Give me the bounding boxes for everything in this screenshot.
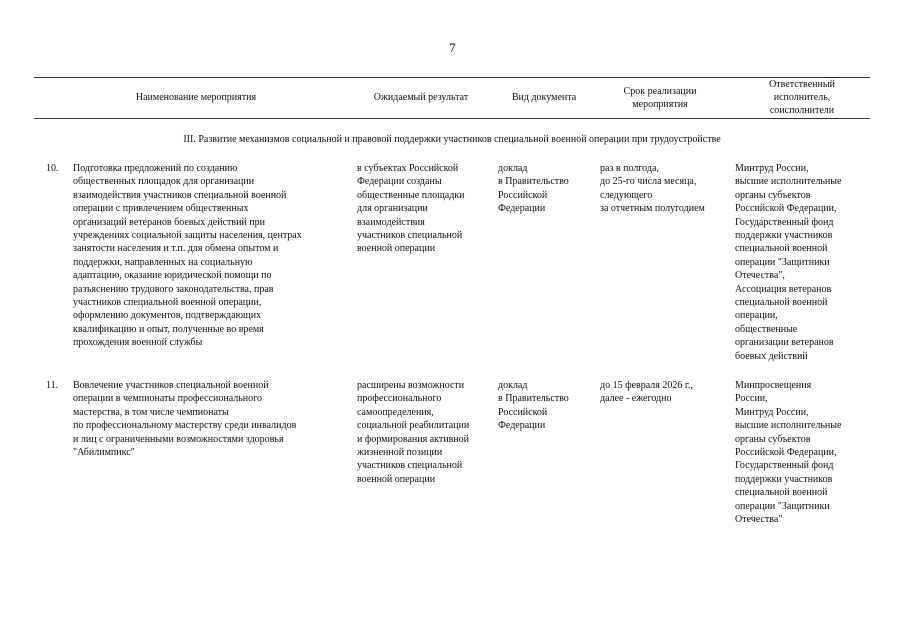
header-responsible [734, 77, 870, 118]
row-term: до 15 февраля 2026 г., далее - ежегодно [600, 380, 693, 405]
header-action-label: Наименование мероприятия [135, 92, 257, 103]
row-document: доклад в Правительство Российской Федерации [498, 163, 569, 215]
header-responsible-label: Ответственный исполнитель, соисполнители [769, 79, 835, 116]
section-title: III. Развитие механизмов социальной и правовой поддержки участников специальной военной операции при трудоустройстве [183, 134, 721, 145]
header-term-label: Срок реализации мероприятия [623, 85, 697, 110]
row-action: Подготовка предложений по созданию общественных площадок для организации взаимодействия участников специальной военной операции с привлечением общественных организаций ветеранов боевых действий при учреждениях социальной защиты населения, центрах занятости населения и т.п. для обмена опытом и поддержки, направленных на социальную адаптацию, оказание юридической помощи по разъяснению трудового законодательства, прав участников специальной военной операции, оформлению документов, подтверждающих квалификацию и опыт, полученные во время прохождения военной службы [73, 163, 302, 349]
header-result [352, 77, 490, 118]
row-number: 10. [46, 163, 59, 174]
row-result: в субъектах Российской Федерации созданы общественные площадки для организации взаимодействия участников специальной военной операции [357, 163, 465, 255]
row-action: Вовлечение участников специальной военной операции в чемпионаты профессионального мастерства, в том числе чемпионаты по профессиональному мастерству среди инвалидов и лиц с ограниченными возможностями здоровья "Абилимпикс" [73, 380, 297, 459]
row-result: расширены возможности профессионального самоопределения, социальной реабилитации и формирования активной жизненной позиции участников специальной военной операции [357, 380, 470, 485]
page-number: 7 [449, 40, 456, 55]
row-document: доклад в Правительство Российской Федерации [498, 380, 569, 432]
header-doc-label: Вид документа [511, 92, 577, 103]
table-header-bottom-rule [34, 118, 870, 119]
header-result-label: Ожидаемый результат [373, 92, 469, 103]
row-term: раз в полгода, до 25-го числа месяца, следующего за отчетным полугодием [600, 163, 705, 215]
row-number: 11. [46, 380, 59, 391]
row-responsible: Минпросвещения России, Минтруд России, высшие исполнительные органы субъектов Российской Федерации, Государственный фонд поддержки участников специальной военной операции "Защитники Отечества" [735, 380, 842, 526]
header-doc [494, 77, 594, 118]
header-action [40, 77, 352, 118]
row-responsible: Минтруд России, высшие исполнительные органы субъектов Российской Федерации, Государственный фонд поддержки участников специальной военной операции "Защитники Отечества", Ассоциация ветеранов специальной военной операции, общественные организации ветеранов боевых действий [735, 163, 842, 362]
header-term [596, 77, 724, 118]
